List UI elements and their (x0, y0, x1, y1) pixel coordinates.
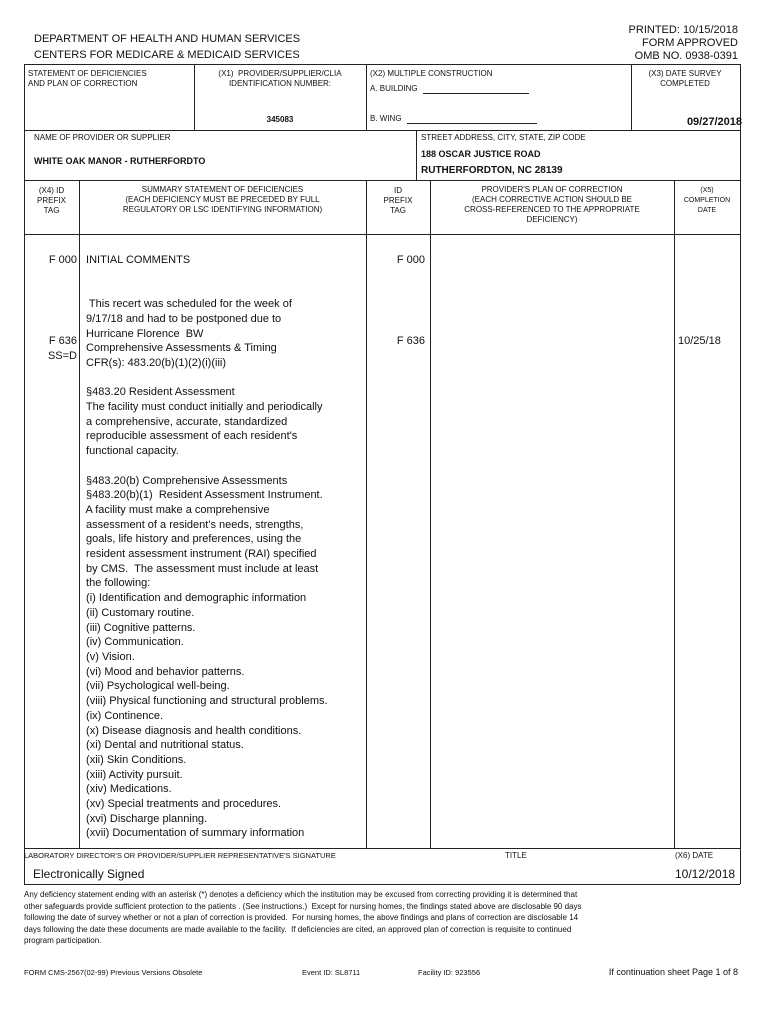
rule (430, 180, 431, 848)
rule (740, 64, 741, 884)
wing-label: B. WING (370, 114, 402, 123)
signature-value: Electronically Signed (33, 867, 145, 881)
rule (366, 64, 367, 130)
date-label: (X6) DATE (675, 851, 714, 860)
completion-date: 10/25/18 (678, 335, 721, 347)
rule (24, 884, 740, 885)
x3-label: (X3) DATE SURVEY COMPLETED (648, 69, 722, 88)
summary-header: SUMMARY STATEMENT OF DEFICIENCIES (EACH DEFICIENCY MUST BE PRECEDED BY FULL REGULATORY OR LSC IDENTIFYING INFORMATION) (122, 185, 323, 214)
x5-header: (X5) COMPLETION DATE (683, 187, 731, 214)
rule (416, 130, 417, 180)
x1-label: (X1) PROVIDER/SUPPLIER/CLIA IDENTIFICATION NUMBER: (218, 69, 342, 88)
form-approved: FORM APPROVED (642, 37, 738, 49)
plan-header: PROVIDER'S PLAN OF CORRECTION (EACH CORRECTIVE ACTION SHOULD BE CROSS-REFERENCED TO THE APPROPRIATE DEFICIENCY) (464, 185, 640, 224)
title-label: TITLE (505, 851, 527, 860)
rule (24, 64, 740, 65)
rule (674, 180, 675, 848)
provider-number: 345083 (266, 115, 294, 124)
id-header: ID PREFIX TAG (383, 186, 413, 215)
x2-label: (X2) MULTIPLE CONSTRUCTION (370, 69, 493, 78)
building-underline (423, 93, 529, 94)
rule (79, 180, 80, 848)
page-number: If continuation sheet Page 1 of 8 (608, 967, 738, 977)
signature-label: LABORATORY DIRECTOR'S OR PROVIDER/SUPPLIER REPRESENTATIVE'S SIGNATURE (24, 851, 336, 860)
provider-name-label: NAME OF PROVIDER OR SUPPLIER (34, 133, 171, 142)
form-number: FORM CMS-2567(02-99) Previous Versions Obsolete (24, 968, 203, 977)
facility-id: Facility ID: 923556 (418, 968, 481, 977)
rule (24, 180, 740, 181)
rule (24, 234, 740, 235)
id-prefix-tag: F 636 (396, 335, 425, 347)
rule (24, 848, 740, 849)
wing-underline (407, 123, 537, 124)
statement-label: STATEMENT OF DEFICIENCIES AND PLAN OF CORRECTION (28, 69, 147, 88)
rule (631, 64, 632, 130)
department-title: DEPARTMENT OF HEALTH AND HUMAN SERVICES (34, 33, 301, 45)
survey-date: 09/27/2018 (686, 116, 742, 128)
address-label: STREET ADDRESS, CITY, STATE, ZIP CODE (421, 133, 586, 142)
event-id: Event ID: SL8711 (302, 968, 361, 977)
agency-title: CENTERS FOR MEDICARE & MEDICAID SERVICES (34, 49, 300, 61)
disclaimer: Any deficiency statement ending with an asterisk (*) denotes a deficiency which the institution may be excused from correcting providing it is determined that other safeguards provide sufficient protection to the patients . (See instructions.) Except for nursing homes, the findings stated above are disclosable 90 days following the date of survey whether or not a plan of correction is provided. For nursing homes, the above findings and plans of correction are disclosable 14 days following the date these documents are made available to the facility. If deficiencies are cited, an approved plan of correction is requisite to continued program participation. (24, 890, 582, 945)
provider-name: WHITE OAK MANOR - RUTHERFORDTO (34, 156, 206, 166)
prefix-tag: F 636 (48, 335, 77, 347)
address-line1: 188 OSCAR JUSTICE ROAD (421, 149, 541, 159)
building-label: A. BUILDING (370, 84, 418, 93)
rule (366, 180, 367, 848)
x4-header: (X4) ID PREFIX TAG (37, 186, 66, 215)
signature-date: 10/12/2018 (675, 867, 736, 881)
omb-number: OMB NO. 0938-0391 (634, 50, 738, 62)
address-line2: RUTHERFORDTON, NC 28139 (421, 165, 563, 176)
rule (24, 130, 740, 131)
summary-statement: INITIAL COMMENTS This recert was scheduled for the week of 9/17/18 and had to be postponed due to Hurricane Florence BW Comprehensive Assessments & Timing CFR(s): 483.20(b)(1)(2)(i)(iii) §483.20 Resident Assessment The facility must conduct initially and periodically a comprehensive, accurate, standardized reproducible assessment of each resident's functional capacity. §483.20(b) Comprehensive Assessments §483.20(b)(1) Resident Assessment Instrument. A facility must make a comprehensive assessment of a resident's needs, strengths, goals, life history and preferences, using the resident assessment instrument (RAI) specified by CMS. The assessment must include at least the following: (i) Identification and demographic information (ii) Customary routine. (iii) Cognitive patterns. (iv) Communication. (v) Vision. (vi) Mood and behavior patterns. (vii) Psychological well-being. (viii) Physical functioning and structural problems. (ix) Continence. (x) Disease diagnosis and health conditions. (xi) Dental and nutritional status. (xii) Skin Conditions. (xiii) Activity pursuit. (xiv) Medications. (xv) Special treatments and procedures. (xvi) Discharge planning. (xvii) Documentation of summary information (85, 254, 328, 840)
prefix-tag: F 000 (48, 254, 77, 266)
scope-severity: SS=D (47, 350, 77, 362)
id-prefix-tag: F 000 (396, 254, 425, 266)
printed-date: PRINTED: 10/15/2018 (628, 24, 738, 36)
